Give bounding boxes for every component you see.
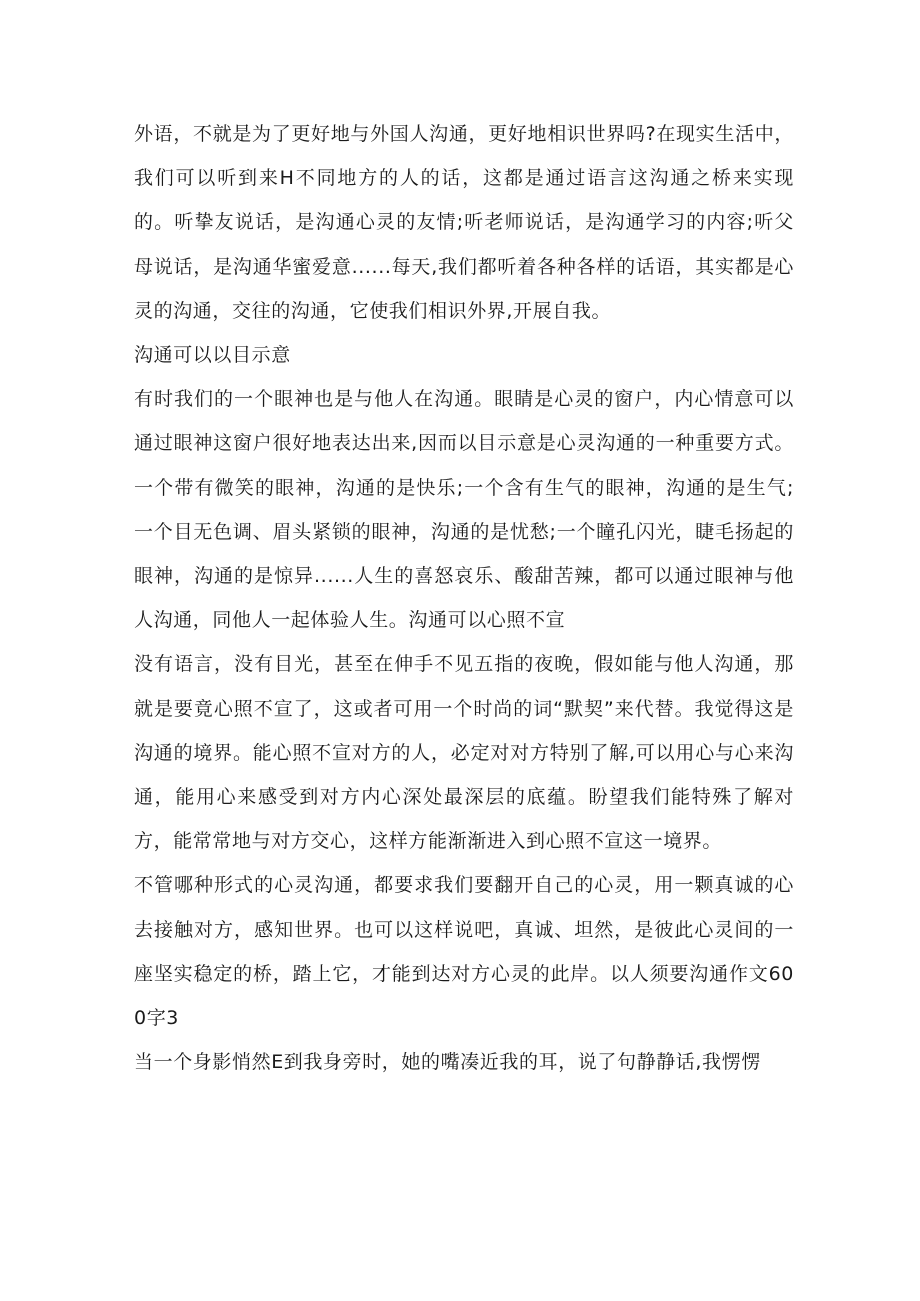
paragraph-language: 外语，不就是为了更好地与外国人沟通，更好地相识世界吗?在现实生活中，我们可以听到来H不同地方的人的话，这都是通过语言这沟通之桥来实现的。听挚友说话，是沟通心灵的友情;听老师说话，是沟通学习的内容;听父母说话，是沟通华蜜爱意......每天,我们都听着各种各样的话语，其实都是心灵的沟通，交往的沟通，它使我们相识外界,开展自我。 — [134, 123, 794, 322]
paragraph-essay-start: 当一个身影悄然E到我身旁时，她的嘴凑近我的耳，说了句静静话,我愣愣 — [134, 1051, 761, 1074]
paragraph-tacit-understanding: 没有语言，没有目光，甚至在伸手不见五指的夜晚，假如能与他人沟通，那就是要竟心照不宣了，这或者可用一个时尚的词“默契”来代替。我觉得这是沟通的境界。能心照不宣对方的人，必定对对方特别了解,可以用心与心来沟通，能用心来感受到对方内心深处最深层的底蕴。盼望我们能特殊了解对方，能常常地与对方交心，这样方能渐渐进入到心照不宣这一境界。 — [134, 653, 794, 853]
paragraph-sincerity: 不管哪种形式的心灵沟通，都要求我们要翻开自己的心灵，用一颗真诚的心去接触对方，感知世界。也可以这样说吧，真诚、坦然，是彼此心灵间的一座坚实稳定的桥，踏上它，才能到达对方心灵的此岸。以人须要沟通作文600字3 — [134, 874, 794, 1030]
section-heading-eye-contact: 沟通可以以目示意 — [134, 344, 291, 367]
paragraph-eye-contact: 有时我们的一个眼神也是与他人在沟通。眼睛是心灵的窗户，内心情意可以通过眼神这窗户很好地表达出来,因而以目示意是心灵沟通的一种重要方式。一个带有微笑的眼神，沟通的是快乐;一个含有生气的眼神，沟通的是生气;一个目无色调、眉头紧锁的眼神，沟通的是忧愁;一个瞳孔闪光，睫毛扬起的眼神，沟通的是惊异......人生的喜怒哀乐、酸甜苦辣，都可以通过眼神与他人沟通，同他人一起体验人生。沟通可以心照不宣 — [134, 388, 794, 632]
document-body — [134, 112, 794, 1084]
